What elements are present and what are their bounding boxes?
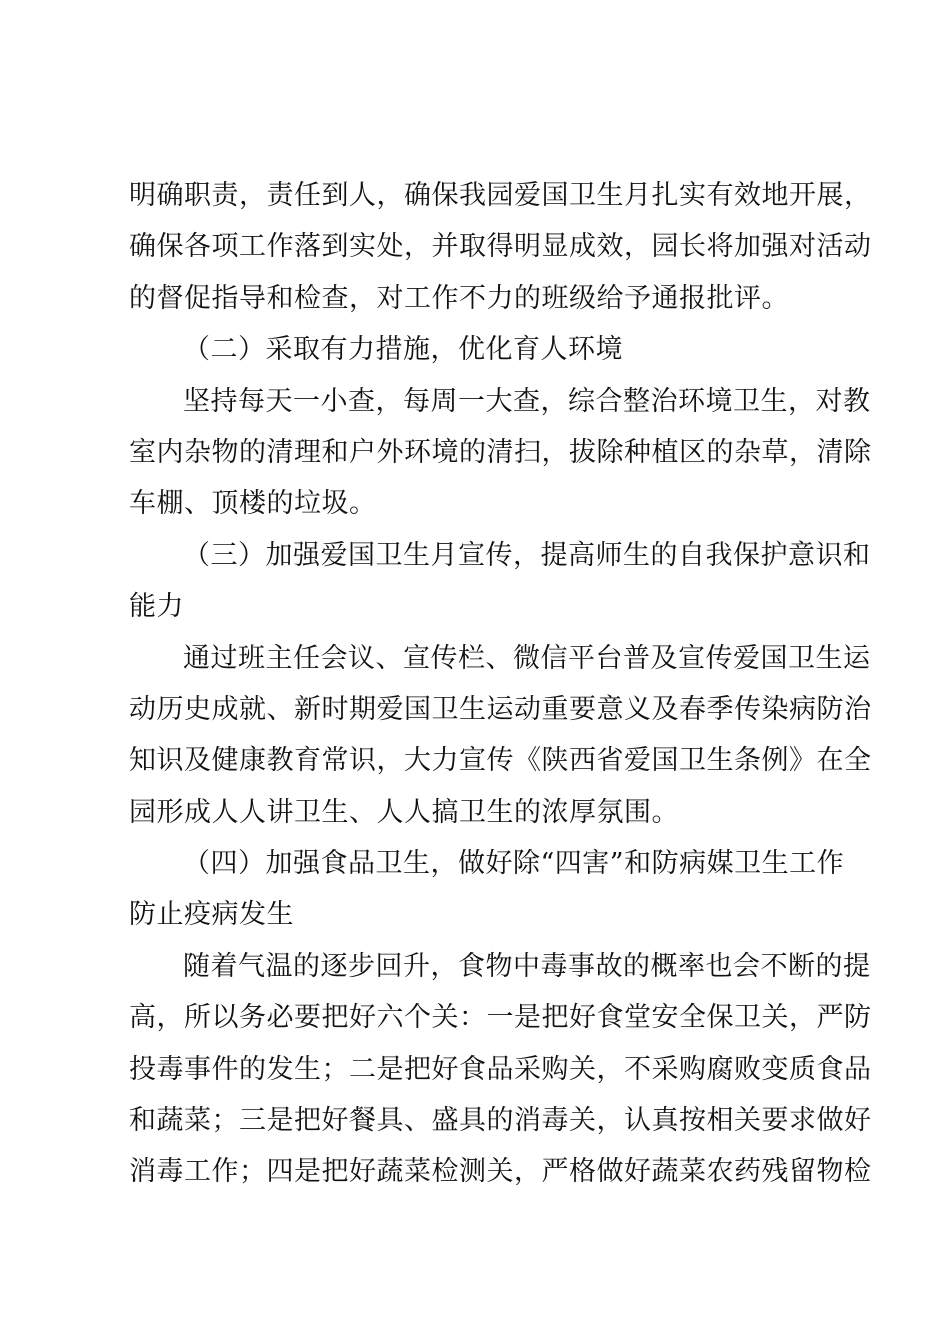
section-heading-3-cont: 能力 bbox=[129, 591, 184, 623]
section-heading-2: （二）采取有力措施，优化育人环境 bbox=[183, 334, 623, 366]
text-line: 随着气温的逐步回升，食物中毒事故的概率也会不断的提 bbox=[183, 950, 871, 982]
section-heading-3: （三）加强爱国卫生月宣传，提高师生的自我保护意识和 bbox=[183, 539, 871, 571]
text-line: 高，所以务必要把好六个关：一是把好食堂安全保卫关，严防 bbox=[129, 1002, 872, 1034]
text-line: 消毒工作；四是把好蔬菜检测关，严格做好蔬菜农药残留物检 bbox=[129, 1156, 872, 1188]
text-line: 通过班主任会议、宣传栏、微信平台普及宣传爱国卫生运 bbox=[183, 642, 871, 674]
text-line: 知识及健康教育常识，大力宣传《陕西省爱国卫生条例》在全 bbox=[129, 745, 872, 777]
text-line: 确保各项工作落到实处，并取得明显成效，园长将加强对活动 bbox=[129, 231, 872, 263]
document-body bbox=[129, 170, 872, 1198]
text-line: 和蔬菜；三是把好餐具、盛具的消毒关，认真按相关要求做好 bbox=[129, 1105, 872, 1137]
text-line: 明确职责，责任到人，确保我园爱国卫生月扎实有效地开展， bbox=[129, 180, 872, 211]
text-line: 投毒事件的发生；二是把好食品采购关，不采购腐败变质食品 bbox=[129, 1053, 872, 1085]
text-line: 的督促指导和检查，对工作不力的班级给予通报批评。 bbox=[129, 282, 789, 314]
text-line: 车棚、顶楼的垃圾。 bbox=[129, 488, 377, 520]
text-line: 动历史成就、新时期爱国卫生运动重要意义及春季传染病防治 bbox=[129, 693, 872, 725]
section-heading-4-cont: 防止疫病发生 bbox=[129, 899, 294, 931]
text-line: 坚持每天一小查，每周一大查，综合整治环境卫生，对教 bbox=[183, 385, 871, 417]
text-line: 园形成人人讲卫生、人人搞卫生的浓厚氛围。 bbox=[129, 796, 679, 828]
text-line: 室内杂物的清理和户外环境的清扫，拔除种植区的杂草，清除 bbox=[129, 436, 872, 468]
section-heading-4: （四）加强食品卫生，做好除“四害”和防病媒卫生工作 bbox=[183, 848, 845, 880]
